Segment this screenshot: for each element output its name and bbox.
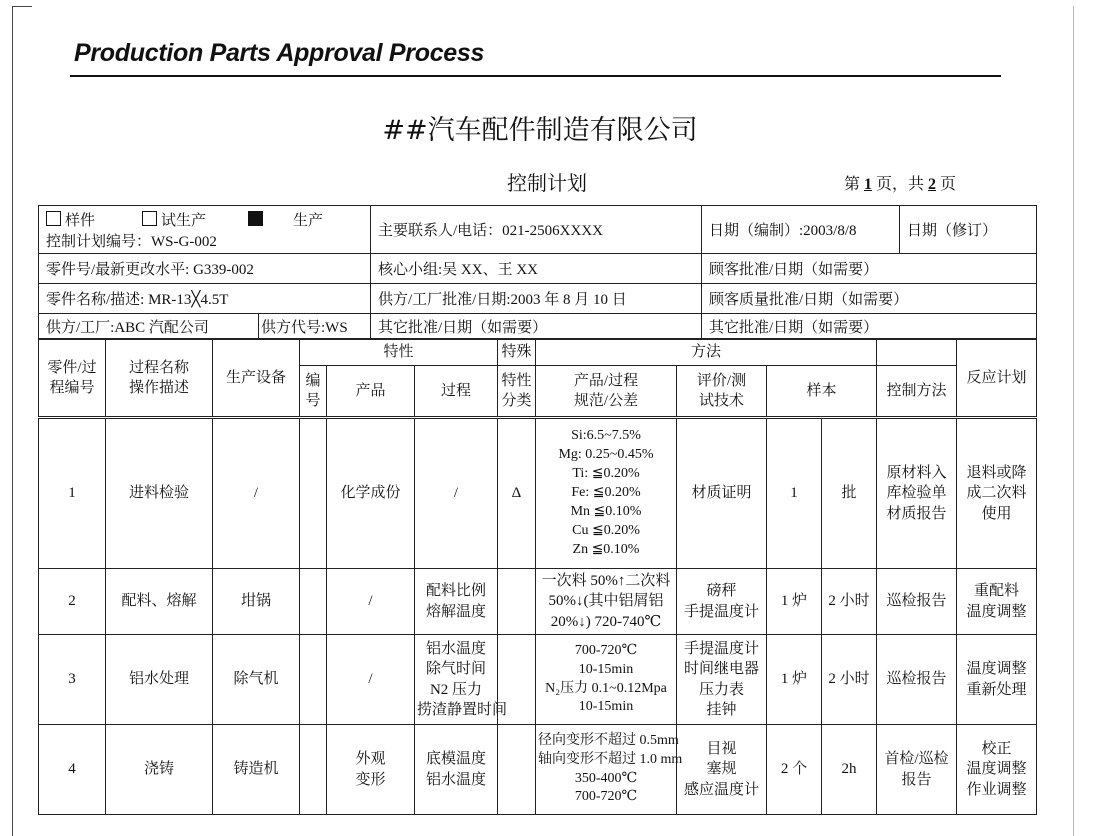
row-process-char: 铝水温度 除气时间 N2 压力 捞渣静置时间 [415, 635, 498, 725]
row-number: 2 [39, 569, 106, 635]
row-sample-size: 1 炉 [767, 635, 822, 725]
row-sample-frequency: 2 小时 [822, 569, 877, 635]
col-number: 编号 [300, 366, 327, 418]
row-char-number [300, 725, 327, 815]
document-header-title: Production Parts Approval Process [74, 39, 485, 67]
table-row [39, 725, 1037, 815]
info-table [38, 205, 1037, 339]
col-methods-blank [877, 340, 957, 366]
row-special [498, 725, 536, 815]
col-part-process-no: 零件/过程编号 [39, 340, 106, 418]
row-control-method: 原材料入 库检验单 材质报告 [877, 418, 957, 569]
row-number: 1 [39, 418, 106, 569]
other-approval-2: 其它批准/日期（如需要） [702, 314, 1037, 339]
core-team: 核心小组:吴 XX、王 XX [371, 254, 702, 284]
checkbox-prototype[interactable] [46, 211, 61, 226]
checkbox-label-prelaunch: 试生产 [161, 213, 207, 229]
page-frame-top [12, 6, 32, 7]
col-spec: 产品/过程规范/公差 [536, 366, 677, 418]
row-process-char: 底模温度 铝水温度 [415, 725, 498, 815]
col-sample: 样本 [767, 366, 877, 418]
row-process-char: / [415, 418, 498, 569]
date-compiled: 日期（编制）:2003/8/8 [702, 206, 900, 254]
row-evaluation: 目视 塞规 感应温度计 [677, 725, 767, 815]
table-row [39, 635, 1037, 725]
col-methods: 方法 [536, 340, 877, 366]
row-product: / [327, 635, 415, 725]
row-number: 4 [39, 725, 106, 815]
row-reaction: 退料或降 成二次料 使用 [957, 418, 1037, 569]
table-row [39, 569, 1037, 635]
row-reaction: 重配料 温度调整 [957, 569, 1037, 635]
row-sample-frequency: 批 [822, 418, 877, 569]
main-contact: 主要联系人/电话：021-2506XXXX [371, 206, 702, 254]
col-control-method: 控制方法 [877, 366, 957, 418]
col-special-2: 特性分类 [498, 366, 536, 418]
row-product: / [327, 569, 415, 635]
page-total: 2 [928, 176, 937, 193]
row-evaluation: 材质证明 [677, 418, 767, 569]
row-special: Δ [498, 418, 536, 569]
checkbox-label-production: 生产 [293, 213, 324, 229]
row-reaction: 温度调整 重新处理 [957, 635, 1037, 725]
checkbox-label-prototype: 样件 [65, 213, 96, 229]
row-control-method: 首检/巡检 报告 [877, 725, 957, 815]
control-plan-number: 控制计划编号：WS-G-002 [46, 234, 217, 250]
supplier-code: 供方代号:WS [259, 314, 371, 339]
row-control-method: 巡检报告 [877, 635, 957, 725]
part-number: 零件号/最新更改水平: G339-002 [39, 254, 371, 284]
supplier-approval: 供方/工厂批准/日期:2003 年 8 月 10 日 [371, 284, 702, 314]
row-spec: Si:6.5~7.5% Mg: 0.25~0.45% Ti: ≦0.20% Fe: ≦0.20% Mn ≦0.10% Cu ≦0.20% Zn ≦0.10% [536, 418, 677, 569]
col-reaction-plan: 反应计划 [957, 340, 1037, 418]
row-process: 配料、熔解 [106, 569, 213, 635]
row-sample-frequency: 2h [822, 725, 877, 815]
control-plan-table [38, 339, 1037, 815]
page-mid: 页，共 [876, 176, 925, 193]
row-product: 化学成份 [327, 418, 415, 569]
row-product: 外观 变形 [327, 725, 415, 815]
row-process: 进料检验 [106, 418, 213, 569]
date-revised: 日期（修订） [900, 206, 1037, 254]
row-sample-size: 1 炉 [767, 569, 822, 635]
row-special [498, 569, 536, 635]
page-prefix: 第 [844, 176, 861, 193]
row-char-number [300, 569, 327, 635]
row-evaluation: 手提温度计 时间继电器 压力表 挂钟 [677, 635, 767, 725]
plan-type-checkboxes [46, 209, 363, 230]
row-process-char: 配料比例 熔解温度 [415, 569, 498, 635]
part-name: 零件名称/描述: MR-13╳4.5T [39, 284, 371, 314]
row-equipment: 除气机 [213, 635, 300, 725]
page-current: 1 [864, 176, 873, 193]
row-equipment: 铸造机 [213, 725, 300, 815]
row-process: 浇铸 [106, 725, 213, 815]
checkbox-production[interactable] [248, 211, 263, 226]
col-process: 过程 [415, 366, 498, 418]
row-char-number [300, 418, 327, 569]
row-equipment: / [213, 418, 300, 569]
company-name: ##汽车配件制造有限公司 [382, 115, 698, 146]
header-rule [70, 75, 1001, 77]
supplier-plant: 供方/工厂:ABC 汽配公司 [39, 314, 259, 339]
row-reaction: 校正 温度调整 作业调整 [957, 725, 1037, 815]
col-product: 产品 [327, 366, 415, 418]
row-sample-size: 1 [767, 418, 822, 569]
col-equipment: 生产设备 [213, 340, 300, 418]
row-process: 铝水处理 [106, 635, 213, 725]
row-control-method: 巡检报告 [877, 569, 957, 635]
col-special-1: 特殊 [498, 340, 536, 366]
col-evaluation: 评价/测试技术 [677, 366, 767, 418]
row-sample-frequency: 2 小时 [822, 635, 877, 725]
row-sample-size: 2 个 [767, 725, 822, 815]
table-row [39, 418, 1037, 569]
customer-approval: 顾客批准/日期（如需要） [702, 254, 1037, 284]
page-suffix: 页 [940, 176, 957, 193]
row-char-number [300, 635, 327, 725]
col-process-name: 过程名称操作描述 [106, 340, 213, 418]
other-approval-1: 其它批准/日期（如需要） [371, 314, 702, 339]
row-equipment: 坩锅 [213, 569, 300, 635]
row-spec: 700-720℃ 10-15min N₂压力 0.1~0.12Mpa 10-15min [536, 635, 677, 725]
page-indicator [844, 171, 956, 194]
row-evaluation: 磅秤 手提温度计 [677, 569, 767, 635]
col-characteristics: 特性 [300, 340, 498, 366]
plan-type-cell [39, 206, 371, 254]
row-number: 3 [39, 635, 106, 725]
customer-quality-approval: 顾客质量批准/日期（如需要） [702, 284, 1037, 314]
row-spec: 径向变形不超过 0.5mm 轴向变形不超过 1.0 mm 350-400℃ 700-720℃ [536, 725, 677, 815]
document-title: 控制计划 [507, 171, 587, 195]
checkbox-prelaunch[interactable] [142, 211, 157, 226]
row-spec: 一次料 50%↑二次料 50%↓(其中铝屑铝 20%↓) 720-740℃ [536, 569, 677, 635]
